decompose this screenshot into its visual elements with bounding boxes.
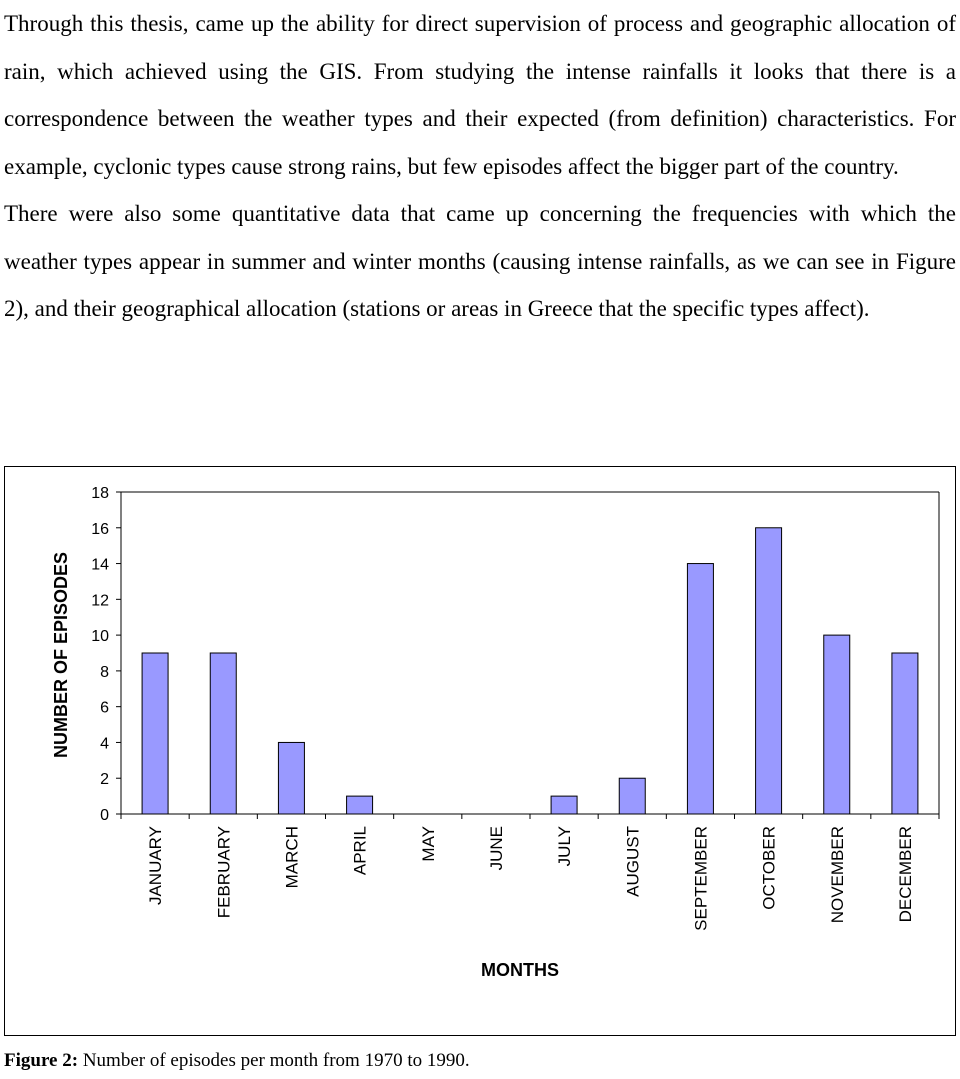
bar-december [892,653,918,814]
y-tick-label: 12 [91,592,109,610]
y-tick-label: 6 [100,699,109,717]
y-tick-label: 10 [91,628,109,646]
x-tick-label: OCTOBER [759,826,779,910]
bar-july [551,796,577,814]
y-tick-label: 0 [100,807,109,824]
bar-february [210,653,236,814]
bar-april [347,796,373,814]
x-tick-label: NOVEMBER [827,826,847,924]
bar-october [756,528,782,814]
x-tick-label: MAY [418,826,438,862]
x-tick-label: SEPTEMBER [691,826,711,931]
bar-chart [5,467,955,1035]
paragraph-2: There were also some quantitative data that came up concerning the frequencies with which the weather types appear in summer and winter months (causing intense rainfalls, as we can see in Figure 2), and their geographical allocation (stations or areas in Greece that the specific types affect). [4,201,956,321]
bar-january [142,653,168,814]
y-tick-label: 18 [91,485,109,502]
y-tick-label: 14 [91,556,109,574]
bar-november [824,635,850,814]
x-tick-label: JANUARY [146,826,166,906]
y-tick-label: 8 [100,663,109,681]
x-tick-label: FEBRUARY [214,826,234,919]
y-axis-title: NUMBER OF EPISODES [51,551,71,759]
figure-caption [4,1050,470,1072]
bar-march [278,742,304,814]
caption-label: Figure 2: [4,1050,79,1071]
x-tick-label: JULY [555,826,575,867]
y-tick-label: 4 [100,735,109,753]
x-tick-label: JUNE [486,826,506,871]
x-axis-title: MONTHS [481,960,559,980]
x-tick-label: APRIL [350,826,370,876]
bar-august [619,778,645,814]
y-tick-label: 2 [100,771,109,789]
paragraph-1: Through this thesis, came up the ability for direct supervision of process and geographic allocation of rain, which achieved using the GIS. From studying the intense rainfalls it looks that there is a correspondence between the weather types and their expected (from definition) characteristics. For example, cyclonic types cause strong rains, but few episodes affect the bigger part of the country. [4,11,956,179]
y-tick-label: 16 [91,520,109,538]
bar-september [687,564,713,814]
body-text [4,0,956,333]
x-tick-label: AUGUST [623,826,643,897]
figure-frame [4,466,956,1036]
caption-text: Number of episodes per month from 1970 to 1990. [78,1050,470,1071]
x-tick-label: MARCH [282,826,302,889]
x-tick-label: DECEMBER [895,826,915,923]
